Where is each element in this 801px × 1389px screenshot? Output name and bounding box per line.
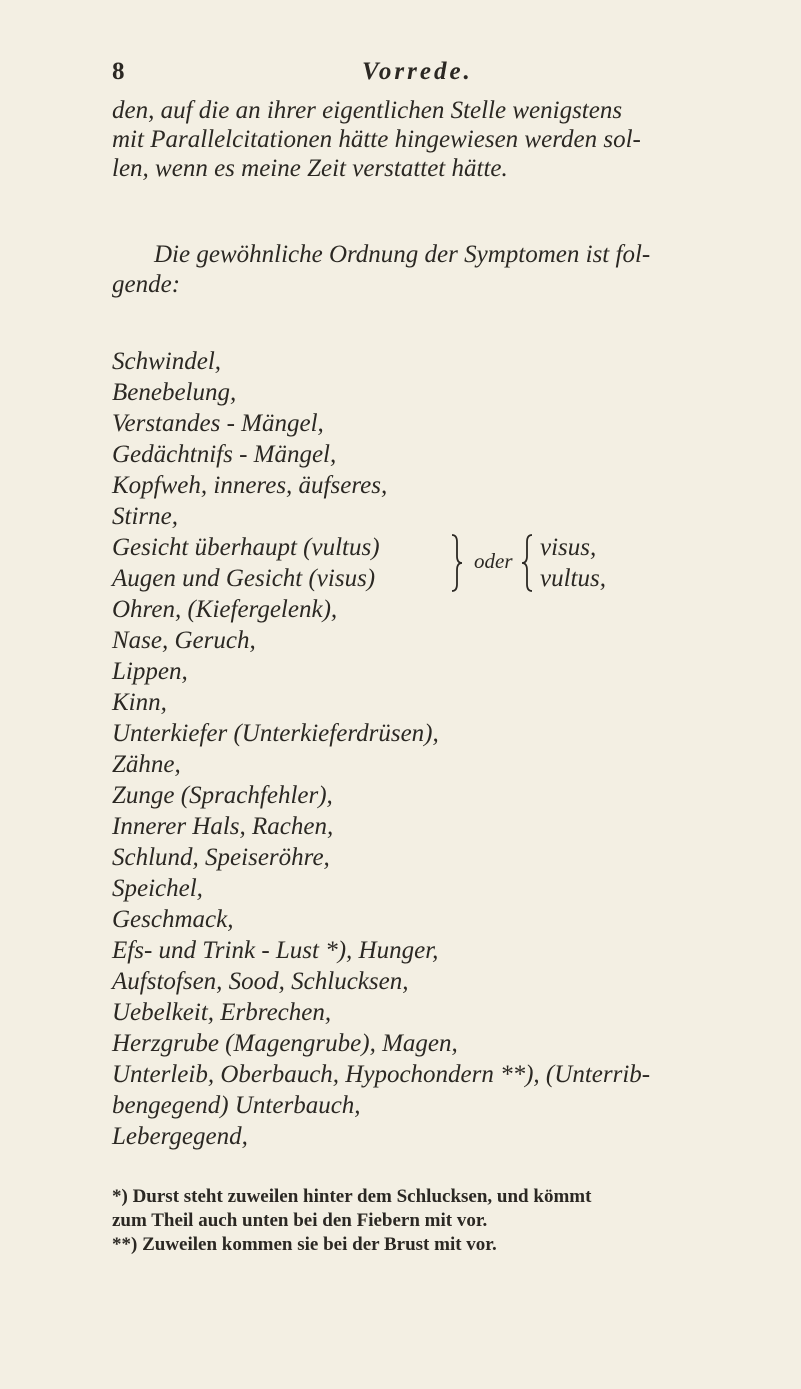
text-line: mit Parallelcitationen hätte hingewiesen werden sol- (112, 126, 641, 153)
footnotes (112, 1185, 772, 1257)
list-item: Stirne, (112, 503, 178, 530)
symptom-list (112, 346, 772, 1152)
list-item: Augen und Gesicht (visus) (112, 565, 376, 592)
list-item: Gesicht überhaupt (vultus) (112, 534, 380, 561)
braced-left-group (112, 532, 380, 594)
list-item: Uebelkeit, Erbrechen, (112, 999, 332, 1026)
list-item: visus, (540, 534, 597, 561)
right-curly-brace-icon (450, 534, 464, 592)
text-line: gende: (112, 271, 181, 298)
braced-alternative (112, 532, 772, 594)
list-item: Verstandes - Mängel, (112, 410, 324, 437)
list-item: Ohren, (Kiefergelenk), (112, 596, 338, 623)
list-item: Schwindel, (112, 348, 222, 375)
list-item: Aufstofsen, Sood, Schlucksen, (112, 968, 409, 995)
list-item: Kopfweh, inneres, äufseres, (112, 472, 388, 499)
list-item: bengegend) Unterbauch, (112, 1092, 361, 1119)
braced-right-group (540, 532, 606, 594)
list-item: Benebelung, (112, 379, 237, 406)
list-item: Unterkiefer (Unterkieferdrüsen), (112, 720, 439, 747)
connector-word: oder (474, 549, 513, 573)
list-item: Lippen, (112, 658, 188, 685)
intro-paragraph (112, 96, 752, 183)
list-item: Efs- und Trink - Lust *), Hunger, (112, 937, 439, 964)
list-item: Geschmack, (112, 906, 234, 933)
footnote-line: **) Zuweilen kommen sie bei der Brust mit vor. (112, 1234, 497, 1255)
left-curly-brace-icon (520, 534, 534, 592)
list-item: Schlund, Speiseröhre, (112, 844, 330, 871)
list-item: Innerer Hals, Rachen, (112, 813, 334, 840)
footnote-line: zum Theil auch unten bei den Fiebern mit vor. (112, 1210, 488, 1231)
list-item: Zähne, (112, 751, 181, 778)
text-line: len, wenn es meine Zeit verstattet hätte. (112, 155, 508, 182)
list-item: Gedächtnifs - Mängel, (112, 441, 337, 468)
list-item: vultus, (540, 565, 606, 592)
list-item: Speichel, (112, 875, 203, 902)
text-line: Die gewöhnliche Ordnung der Symptomen ist fol- (154, 241, 651, 268)
footnote-line: *) Durst steht zuweilen hinter dem Schlucksen, und kömmt (112, 1186, 592, 1207)
ordering-paragraph (112, 240, 752, 300)
page-number: 8 (112, 58, 125, 85)
list-item: Unterleib, Oberbauch, Hypochondern **), (Unterrib- (112, 1061, 651, 1088)
page-header (112, 58, 752, 94)
list-item: Lebergegend, (112, 1123, 248, 1150)
list-item: Zunge (Sprachfehler), (112, 782, 333, 809)
list-item: Herzgrube (Magengrube), Magen, (112, 1030, 458, 1057)
list-item: Nase, Geruch, (112, 627, 256, 654)
list-item: Kinn, (112, 689, 167, 716)
text-line: den, auf die an ihrer eigentlichen Stelle wenigstens (112, 97, 623, 124)
running-title: Vorrede. (362, 58, 473, 85)
